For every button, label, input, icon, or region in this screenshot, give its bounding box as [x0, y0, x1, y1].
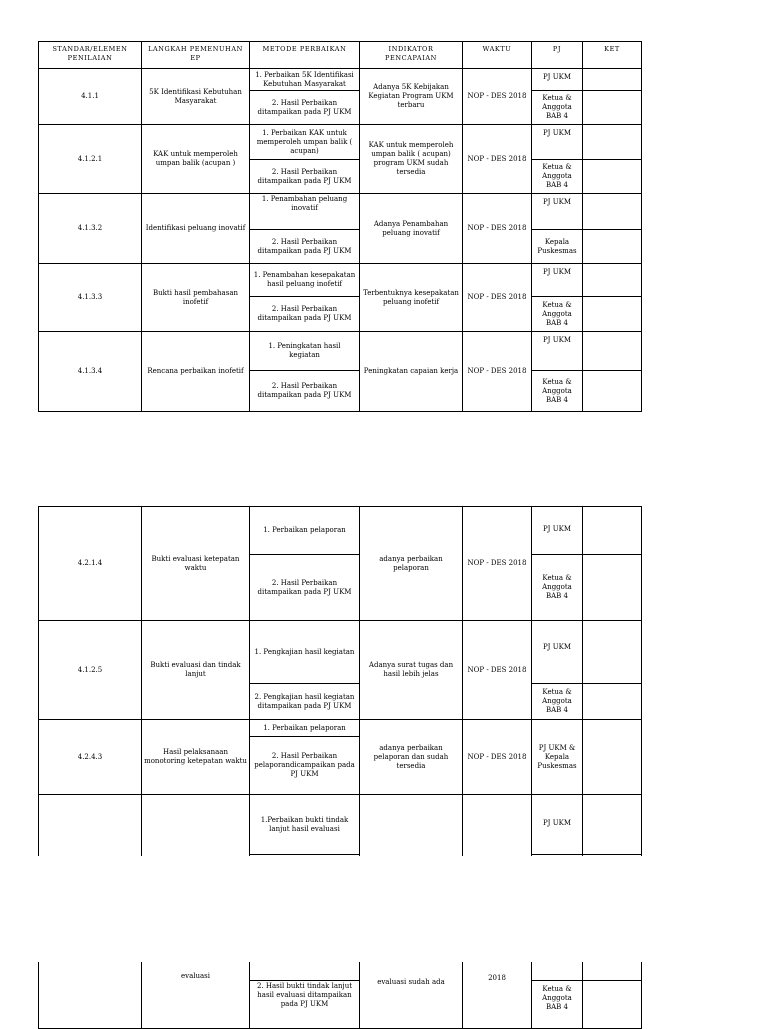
indikator-cell: adanya perbaikan pelaporan dan sudah tersedia	[360, 720, 463, 795]
ket-cell	[583, 230, 642, 264]
metode-cell: 2. Hasil bukti tindak lanjut hasil evaluasi ditampaikan pada PJ UKM	[250, 980, 360, 1028]
metode-cell: 2. Hasil Perbaikan ditampaikan pada PJ UKM	[250, 230, 360, 264]
ket-cell	[583, 962, 642, 980]
header-metode: METODE PERBAIKAN	[250, 42, 360, 69]
langkah-cell: 5K Identifikasi Kebutuhan Masyarakat	[142, 69, 250, 125]
ket-cell	[583, 621, 642, 684]
ket-cell	[583, 69, 642, 91]
page-break	[0, 856, 768, 971]
langkah-cell: Bukti evaluasi dan tindak lanjut	[142, 621, 250, 720]
table-row	[39, 962, 642, 980]
ket-cell	[583, 160, 642, 194]
pj-cell: Ketua & Anggota BAB 4	[532, 160, 583, 194]
pj-cell: PJ UKM	[532, 69, 583, 91]
indikator-cell: Adanya Penambahan peluang inovatif	[360, 194, 463, 264]
ket-cell	[583, 332, 642, 371]
metode-cell: 1. Penambahan peluang inovatif	[250, 194, 360, 230]
pj-cell: PJ UKM	[532, 507, 583, 555]
table-row	[39, 720, 642, 737]
waktu-cell: NOP - DES 2018	[463, 621, 532, 720]
ket-cell	[583, 125, 642, 160]
standar-cell: 4.1.2.5	[39, 621, 142, 720]
table-row	[39, 621, 642, 684]
metode-cell: 1. Perbaikan pelaporan	[250, 720, 360, 737]
waktu-cell: NOP - DES 2018	[463, 264, 532, 332]
langkah-cell: Rencana perbaikan inofetif	[142, 332, 250, 412]
ket-cell	[583, 371, 642, 412]
langkah-cell: Hasil pelaksanaan monotoring ketepatan waktu	[142, 720, 250, 795]
waktu-cell: 2018	[463, 962, 532, 1028]
pj-cell: Ketua & Anggota BAB 4	[532, 91, 583, 125]
pj-cell: Ketua & Anggota BAB 4	[532, 555, 583, 621]
standar-cell: 4.1.3.2	[39, 194, 142, 264]
indikator-cell: Adanya 5K Kebijakan Kegiatan Program UKM terbaru	[360, 69, 463, 125]
standar-cell: 4.2.1.4	[39, 507, 142, 621]
table-row	[39, 507, 642, 555]
header-ket: KET	[583, 42, 642, 69]
pj-cell: PJ UKM	[532, 264, 583, 297]
pj-cell: PJ UKM	[532, 621, 583, 684]
ket-cell	[583, 194, 642, 230]
header-waktu: WAKTU	[463, 42, 532, 69]
indikator-cell: Peningkatan capaian kerja	[360, 332, 463, 412]
metode-cell: 1. Perbaikan KAK untuk memperoleh umpan balik ( acupan)	[250, 125, 360, 160]
metode-cell: 2. Hasil Perbaikan ditampaikan pada PJ UKM	[250, 160, 360, 194]
header-pj: PJ	[532, 42, 583, 69]
metode-cell	[250, 962, 360, 980]
waktu-cell: NOP - DES 2018	[463, 332, 532, 412]
waktu-cell: NOP - DES 2018	[463, 125, 532, 194]
pj-cell: PJ UKM & Kepala Puskesmas	[532, 720, 583, 795]
table-page-2	[38, 506, 642, 895]
pj-cell: Ketua & Anggota BAB 4	[532, 980, 583, 1028]
pj-cell: PJ UKM	[532, 332, 583, 371]
indikator-cell: Adanya surat tugas dan hasil lebih jelas	[360, 621, 463, 720]
indikator-cell: KAK untuk memperoleh umpan balik ( acupan) program UKM sudah tersedia	[360, 125, 463, 194]
table-page-1	[38, 41, 642, 412]
standar-cell: 4.2.4.3	[39, 720, 142, 795]
ket-cell	[583, 91, 642, 125]
metode-cell: 2. Pengkajian hasil kegiatan ditampaikan pada PJ UKM	[250, 684, 360, 720]
standar-cell	[39, 962, 142, 1028]
metode-cell: 2. Hasil Perbaikan ditampaikan pada PJ UKM	[250, 297, 360, 332]
table-row	[39, 125, 642, 160]
standar-cell: 4.1.2.1	[39, 125, 142, 194]
standar-cell: 4.1.1	[39, 69, 142, 125]
indikator-cell: adanya perbaikan pelaporan	[360, 507, 463, 621]
metode-cell: 1. Perbaikan 5K Identifikasi Kebutuhan Masyarakat	[250, 69, 360, 91]
pj-cell: PJ UKM	[532, 795, 583, 855]
metode-cell: 2. Hasil Perbaikan ditampaikan pada PJ UKM	[250, 91, 360, 125]
metode-cell: 1. Peningkatan hasil kegiatan	[250, 332, 360, 371]
langkah-cell: KAK untuk memperoleh umpan balik (acupan )	[142, 125, 250, 194]
waktu-cell: NOP - DES 2018	[463, 720, 532, 795]
waktu-cell: NOP - DES 2018	[463, 69, 532, 125]
metode-cell: 1. Pengkajian hasil kegiatan	[250, 621, 360, 684]
langkah-cell: Bukti evaluasi ketepatan waktu	[142, 507, 250, 621]
metode-cell: 1. Perbaikan pelaporan	[250, 507, 360, 555]
ket-cell	[583, 684, 642, 720]
langkah-cell: evaluasi	[142, 962, 250, 1028]
ket-cell	[583, 720, 642, 795]
header-langkah: LANGKAH PEMENUHAN EP	[142, 42, 250, 69]
pj-cell: Ketua & Anggota BAB 4	[532, 297, 583, 332]
ket-cell	[583, 297, 642, 332]
metode-cell: 2. Hasil Perbaikan ditampaikan pada PJ UKM	[250, 555, 360, 621]
header-standar: STANDAR/ELEMEN PENILAIAN	[39, 42, 142, 69]
pj-cell: Kepala Puskesmas	[532, 230, 583, 264]
metode-cell: 2. Hasil Perbaikan ditampaikan pada PJ UKM	[250, 371, 360, 412]
indikator-cell: Terbentuknya kesepakatan peluang inofetif	[360, 264, 463, 332]
waktu-cell: NOP - DES 2018	[463, 194, 532, 264]
pj-cell: PJ UKM	[532, 125, 583, 160]
waktu-cell: NOP - DES 2018	[463, 507, 532, 621]
metode-cell: 1.Perbaikan bukti tindak lanjut hasil evaluasi	[250, 795, 360, 855]
indikator-cell: evaluasi sudah ada	[360, 962, 463, 1028]
table-row	[39, 194, 642, 230]
ket-cell	[583, 980, 642, 1028]
ket-cell	[583, 507, 642, 555]
table-row	[39, 264, 642, 297]
standar-cell: 4.1.3.4	[39, 332, 142, 412]
langkah-cell: Identifikasi peluang inovatif	[142, 194, 250, 264]
ket-cell	[583, 264, 642, 297]
ket-cell	[583, 795, 642, 855]
table-row	[39, 332, 642, 371]
header-indikator: INDIKATOR PENCAPAIAN	[360, 42, 463, 69]
table-row	[39, 795, 642, 855]
pj-cell: Ketua & Anggota BAB 4	[532, 684, 583, 720]
pj-cell: Ketua & Anggota BAB 4	[532, 371, 583, 412]
metode-cell: 2. Hasil Perbaikan pelaporandicampaikan pada PJ UKM	[250, 737, 360, 795]
ket-cell	[583, 555, 642, 621]
pj-cell: PJ UKM	[532, 194, 583, 230]
table-row	[39, 69, 642, 91]
metode-cell: 1. Penambahan kesepakatan hasil peluang inofetif	[250, 264, 360, 297]
pj-cell	[532, 962, 583, 980]
table-page-3	[38, 962, 642, 1029]
langkah-cell: Bukti hasil pembahasan inofetif	[142, 264, 250, 332]
standar-cell: 4.1.3.3	[39, 264, 142, 332]
table-header-row	[39, 42, 642, 69]
